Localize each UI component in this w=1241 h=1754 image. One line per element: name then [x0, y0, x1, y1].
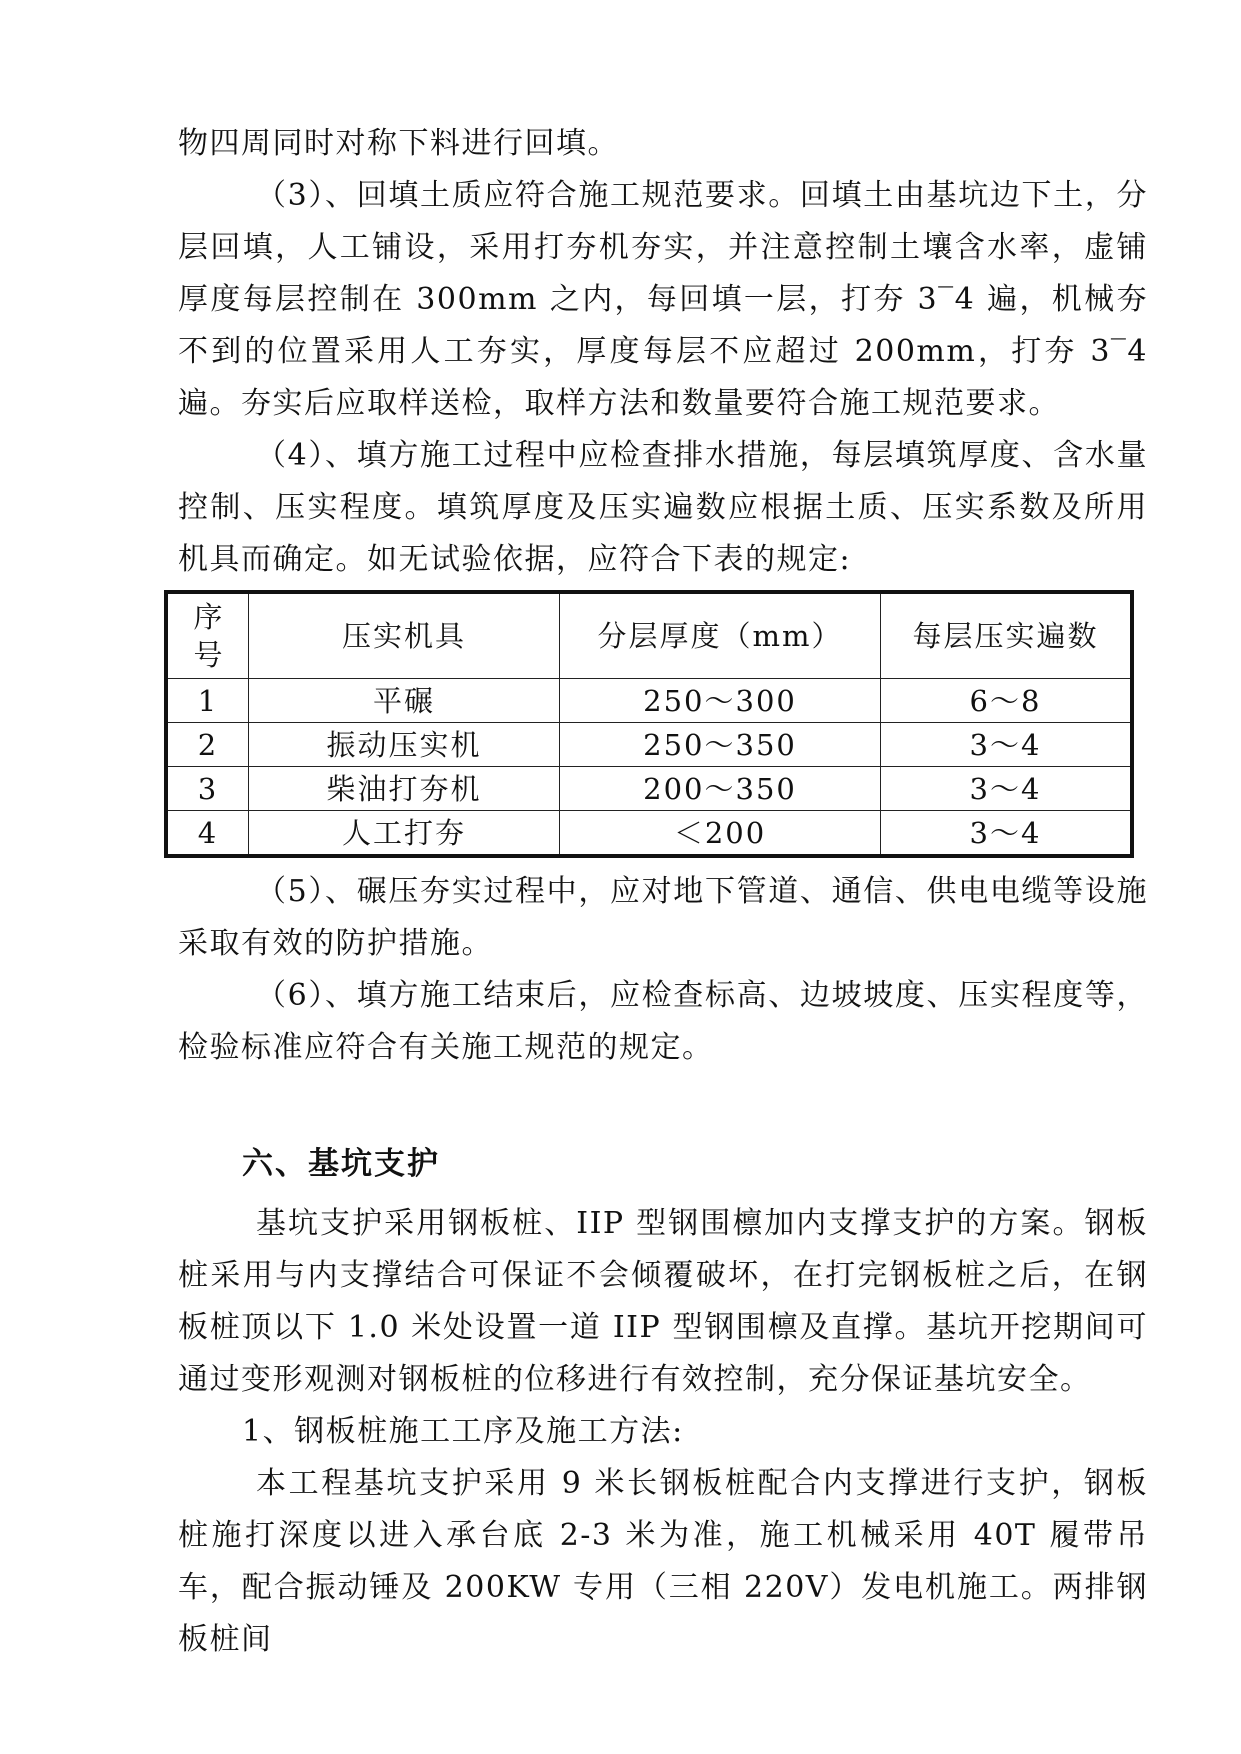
header-equipment: 压实机具	[249, 592, 560, 679]
cell-index: 2	[166, 723, 249, 767]
header-passes: 每层压实遍数	[881, 592, 1133, 679]
paragraph-item-5: （5）、碾压夯实过程中，应对地下管道、通信、供电电缆等设施采取有效的防护措施。	[178, 874, 1148, 961]
header-index-text: 序号	[193, 600, 225, 672]
table-row	[166, 679, 1132, 723]
cell-passes: 3～4	[881, 723, 1133, 767]
compaction-table	[164, 590, 1134, 858]
paragraph-item-4: （4）、填方施工过程中应检查排水措施，每层填筑厚度、含水量控制、压实程度。填筑厚度及压实遍数应根据土质、压实系数及所用机具而确定。如无试验依据，应符合下表的规定:	[178, 438, 1148, 577]
table-row	[166, 723, 1132, 767]
paragraph-item-3: （3）、回填土质应符合施工规范要求。回填土由基坑边下土，分层回填，人工铺设，采用打夯机夯实，并注意控制土壤含水率，虚铺厚度每层控制在 300mm 之内，每回填一层，打夯 3‾4 遍，机械夯不到的位置采用人工夯实，厚度每层不应超过 200mm，打夯 3‾4 遍。夯实后应取样送检，取样方法和数量要符合施工规范要求。	[178, 178, 1148, 421]
header-index	[166, 592, 249, 679]
cell-equipment: 振动压实机	[249, 723, 560, 767]
cell-index: 1	[166, 679, 249, 723]
cell-equipment: 平碾	[249, 679, 560, 723]
paragraph-continuation: 物四周同时对称下料进行回填。	[178, 126, 619, 161]
table-header-row	[166, 592, 1132, 679]
table-row	[166, 811, 1132, 857]
cell-index: 3	[166, 767, 249, 811]
cell-passes: 6～8	[881, 679, 1133, 723]
cell-thickness: 200～350	[560, 767, 881, 811]
cell-thickness: 250～350	[560, 723, 881, 767]
paragraph-item-6: （6）、填方施工结束后，应检查标高、边坡坡度、压实程度等，检验标准应符合有关施工规范的规定。	[178, 978, 1148, 1065]
cell-equipment: 人工打夯	[249, 811, 560, 857]
cell-thickness: 250～300	[560, 679, 881, 723]
subsection-title: 1、钢板桩施工工序及施工方法:	[242, 1414, 684, 1449]
table-row	[166, 767, 1132, 811]
cell-index: 4	[166, 811, 249, 857]
document-page	[178, 118, 1148, 1666]
section-heading: 六、基坑支护	[242, 1146, 440, 1182]
cell-passes: 3～4	[881, 811, 1133, 857]
header-thickness: 分层厚度（mm）	[560, 592, 881, 679]
subsection-paragraph: 本工程基坑支护采用 9 米长钢板桩配合内支撑进行支护，钢板桩施打深度以进入承台底 2-3 米为准，施工机械采用 40T 履带吊车，配合振动锤及 200KW 专用（三相 220V）发电机施工。两排钢板桩间	[178, 1466, 1148, 1657]
cell-equipment: 柴油打夯机	[249, 767, 560, 811]
section-intro-paragraph: 基坑支护采用钢板桩、IIP 型钢围檩加内支撑支护的方案。钢板桩采用与内支撑结合可保证不会倾覆破坏，在打完钢板桩之后，在钢板桩顶以下 1.0 米处设置一道 IIP 型钢围檩及直撑。基坑开挖期间可通过变形观测对钢板桩的位移进行有效控制，充分保证基坑安全。	[178, 1206, 1148, 1397]
cell-passes: 3～4	[881, 767, 1133, 811]
cell-thickness: ＜200	[560, 811, 881, 857]
